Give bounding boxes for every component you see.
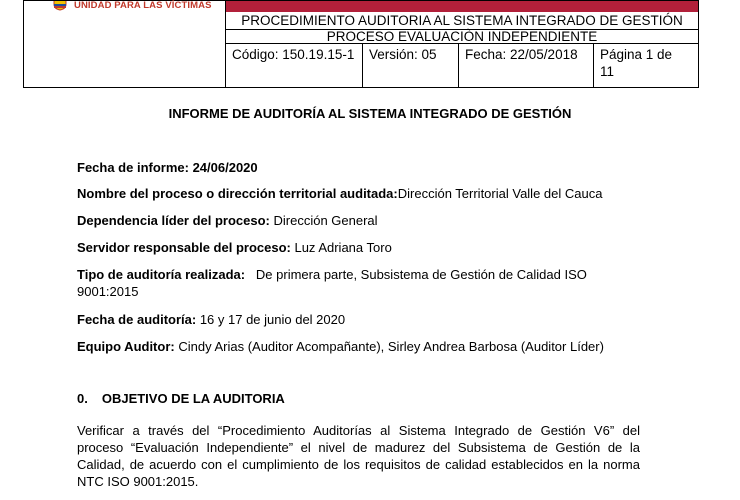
document-date: Fecha: 22/05/2018 [459, 43, 594, 87]
paragraph-line: proceso “Evaluación Independiente” el nivel de madurez del Subsistema de Gestión de la [77, 440, 640, 455]
responsible-servant [77, 239, 392, 256]
lead-dependency-label: Dependencia líder del proceso: [77, 213, 270, 228]
section-title: OBJETIVO DE LA AUDITORIA [101, 391, 285, 406]
audit-type-value: De primera parte, Subsistema de Gestión de Calidad ISO [245, 267, 587, 282]
audit-type-line [77, 266, 640, 283]
section-number: 0. [77, 391, 88, 406]
coat-of-arms-icon [53, 1, 67, 11]
responsible-servant-label: Servidor responsable del proceso: [77, 240, 291, 255]
section-heading [77, 391, 285, 406]
document-code: Código: 150.19.15-1 [226, 43, 363, 87]
paragraph-line: Calidad, de acuerdo con el cumplimiento de los requisitos de calidad establecidos en la norma [77, 457, 640, 472]
audit-date-value: 16 y 17 de junio del 2020 [196, 312, 346, 327]
document-meta-row [226, 43, 698, 87]
logo-cell [24, 1, 226, 88]
objective-paragraph [77, 422, 640, 490]
paragraph-line: NTC ISO 9001:2015. [77, 474, 199, 489]
responsible-servant-value: Luz Adriana Toro [290, 240, 392, 255]
audit-type [77, 266, 640, 300]
audit-team-value: Cindy Arias (Auditor Acompañante), Sirley Andrea Barbosa (Auditor Líder) [174, 339, 604, 354]
audit-type-value-continued: 9001:2015 [77, 284, 139, 299]
brand-bar [226, 1, 698, 12]
document-version: Versión: 05 [363, 43, 459, 87]
page-number [594, 43, 698, 87]
report-date-label: Fecha de informe: 24/06/2020 [77, 160, 258, 175]
process-subtitle: PROCESO EVALUACIÒN INDEPENDIENTE [226, 29, 698, 43]
process-name-value: Dirección Territorial Valle del Cauca [397, 186, 603, 201]
audit-team [77, 338, 604, 355]
page-number-line2: 11 [600, 64, 615, 79]
audit-team-label: Equipo Auditor: [77, 339, 175, 354]
report-title: INFORME DE AUDITORÍA AL SISTEMA INTEGRADO DE GESTIÓN [168, 106, 572, 121]
process-name [77, 185, 602, 202]
process-name-label: Nombre del proceso o dirección territorial auditada: [77, 186, 398, 201]
institution-logo [53, 1, 212, 11]
header-info-cell [226, 1, 699, 88]
audit-type-label: Tipo de auditoría realizada: [77, 267, 246, 282]
page-number-line1: Página 1 de [600, 47, 673, 62]
procedure-title: PROCEDIMIENTO AUDITORIA AL SISTEMA INTEGRADO DE GESTIÓN [241, 13, 683, 28]
logo-text: UNIDAD PARA LAS VÍCTIMAS [74, 0, 212, 11]
report-date [77, 159, 258, 176]
lead-dependency-value: Dirección General [269, 213, 378, 228]
lead-dependency [77, 212, 378, 229]
paragraph-line: Verificar a través del “Procedimiento Auditorías al Sistema Integrado de Gestión V6” del [77, 423, 640, 438]
audit-date-label: Fecha de auditoría: [77, 312, 197, 327]
audit-date [77, 311, 345, 328]
document-header-table [23, 0, 699, 88]
